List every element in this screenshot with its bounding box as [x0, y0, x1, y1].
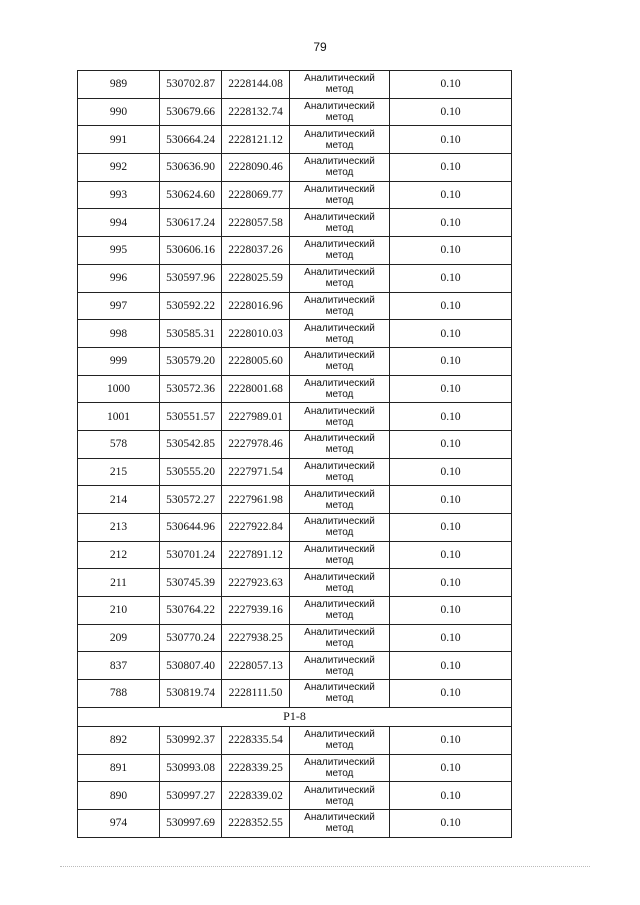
x-coordinate-cell: 530992.37	[160, 726, 222, 754]
y-coordinate-cell: 2228037.26	[222, 237, 290, 265]
point-number-cell: 890	[78, 782, 160, 810]
x-coordinate-cell: 530542.85	[160, 430, 222, 458]
accuracy-cell: 0.10	[390, 754, 512, 782]
footer-divider	[60, 866, 590, 868]
table-row	[78, 430, 512, 458]
accuracy-cell: 0.10	[390, 154, 512, 182]
y-coordinate-cell: 2228010.03	[222, 320, 290, 348]
point-number-cell: 974	[78, 809, 160, 837]
x-coordinate-cell: 530572.36	[160, 375, 222, 403]
point-number-cell: 210	[78, 597, 160, 625]
point-number-cell: 995	[78, 237, 160, 265]
method-cell: Аналитический метод	[290, 726, 390, 754]
point-number-cell: 989	[78, 71, 160, 99]
method-cell: Аналитический метод	[290, 98, 390, 126]
accuracy-cell: 0.10	[390, 569, 512, 597]
table-row	[78, 154, 512, 182]
point-number-cell: 215	[78, 458, 160, 486]
method-cell: Аналитический метод	[290, 652, 390, 680]
y-coordinate-cell: 2228090.46	[222, 154, 290, 182]
accuracy-cell: 0.10	[390, 680, 512, 708]
table-row	[78, 181, 512, 209]
table-row	[78, 292, 512, 320]
accuracy-cell: 0.10	[390, 347, 512, 375]
table-row	[78, 375, 512, 403]
method-cell: Аналитический метод	[290, 809, 390, 837]
y-coordinate-cell: 2228001.68	[222, 375, 290, 403]
point-number-cell: 891	[78, 754, 160, 782]
accuracy-cell: 0.10	[390, 652, 512, 680]
x-coordinate-cell: 530551.57	[160, 403, 222, 431]
x-coordinate-cell: 530819.74	[160, 680, 222, 708]
table-row	[78, 347, 512, 375]
point-number-cell: 788	[78, 680, 160, 708]
x-coordinate-cell: 530597.96	[160, 264, 222, 292]
accuracy-cell: 0.10	[390, 71, 512, 99]
y-coordinate-cell: 2227923.63	[222, 569, 290, 597]
table-row	[78, 624, 512, 652]
accuracy-cell: 0.10	[390, 320, 512, 348]
table-row	[78, 209, 512, 237]
method-cell: Аналитический метод	[290, 154, 390, 182]
point-number-cell: 990	[78, 98, 160, 126]
x-coordinate-cell: 530617.24	[160, 209, 222, 237]
point-number-cell: 994	[78, 209, 160, 237]
method-cell: Аналитический метод	[290, 624, 390, 652]
method-cell: Аналитический метод	[290, 597, 390, 625]
table-row	[78, 652, 512, 680]
x-coordinate-cell: 530579.20	[160, 347, 222, 375]
accuracy-cell: 0.10	[390, 486, 512, 514]
accuracy-cell: 0.10	[390, 292, 512, 320]
table-row	[78, 514, 512, 542]
method-cell: Аналитический метод	[290, 237, 390, 265]
point-number-cell: 991	[78, 126, 160, 154]
accuracy-cell: 0.10	[390, 98, 512, 126]
x-coordinate-cell: 530555.20	[160, 458, 222, 486]
point-number-cell: 578	[78, 430, 160, 458]
y-coordinate-cell: 2228069.77	[222, 181, 290, 209]
table-row	[78, 320, 512, 348]
point-number-cell: 209	[78, 624, 160, 652]
accuracy-cell: 0.10	[390, 541, 512, 569]
point-number-cell: 213	[78, 514, 160, 542]
table-row	[78, 486, 512, 514]
point-number-cell: 211	[78, 569, 160, 597]
y-coordinate-cell: 2227961.98	[222, 486, 290, 514]
method-cell: Аналитический метод	[290, 754, 390, 782]
accuracy-cell: 0.10	[390, 809, 512, 837]
accuracy-cell: 0.10	[390, 126, 512, 154]
y-coordinate-cell: 2227971.54	[222, 458, 290, 486]
table-row	[78, 726, 512, 754]
table-row	[78, 98, 512, 126]
accuracy-cell: 0.10	[390, 237, 512, 265]
table-row	[78, 809, 512, 837]
accuracy-cell: 0.10	[390, 726, 512, 754]
y-coordinate-cell: 2227939.16	[222, 597, 290, 625]
y-coordinate-cell: 2228132.74	[222, 98, 290, 126]
table-row	[78, 237, 512, 265]
table-row	[78, 403, 512, 431]
x-coordinate-cell: 530644.96	[160, 514, 222, 542]
y-coordinate-cell: 2228352.55	[222, 809, 290, 837]
coordinates-table	[77, 70, 512, 838]
table-row	[78, 597, 512, 625]
accuracy-cell: 0.10	[390, 403, 512, 431]
y-coordinate-cell: 2228144.08	[222, 71, 290, 99]
method-cell: Аналитический метод	[290, 320, 390, 348]
x-coordinate-cell: 530679.66	[160, 98, 222, 126]
point-number-cell: 1000	[78, 375, 160, 403]
y-coordinate-cell: 2228339.25	[222, 754, 290, 782]
table-row	[78, 541, 512, 569]
accuracy-cell: 0.10	[390, 782, 512, 810]
y-coordinate-cell: 2228057.58	[222, 209, 290, 237]
x-coordinate-cell: 530745.39	[160, 569, 222, 597]
x-coordinate-cell: 530585.31	[160, 320, 222, 348]
y-coordinate-cell: 2228057.13	[222, 652, 290, 680]
x-coordinate-cell: 530702.87	[160, 71, 222, 99]
point-number-cell: 998	[78, 320, 160, 348]
accuracy-cell: 0.10	[390, 264, 512, 292]
accuracy-cell: 0.10	[390, 430, 512, 458]
y-coordinate-cell: 2228005.60	[222, 347, 290, 375]
section-header-row	[78, 707, 512, 726]
x-coordinate-cell: 530664.24	[160, 126, 222, 154]
point-number-cell: 993	[78, 181, 160, 209]
method-cell: Аналитический метод	[290, 486, 390, 514]
method-cell: Аналитический метод	[290, 514, 390, 542]
method-cell: Аналитический метод	[290, 430, 390, 458]
method-cell: Аналитический метод	[290, 347, 390, 375]
x-coordinate-cell: 530606.16	[160, 237, 222, 265]
x-coordinate-cell: 530997.69	[160, 809, 222, 837]
method-cell: Аналитический метод	[290, 541, 390, 569]
table-row	[78, 782, 512, 810]
y-coordinate-cell: 2228121.12	[222, 126, 290, 154]
method-cell: Аналитический метод	[290, 71, 390, 99]
y-coordinate-cell: 2227978.46	[222, 430, 290, 458]
method-cell: Аналитический метод	[290, 264, 390, 292]
y-coordinate-cell: 2228111.50	[222, 680, 290, 708]
table-row	[78, 569, 512, 597]
coordinates-table-body	[78, 71, 512, 838]
accuracy-cell: 0.10	[390, 597, 512, 625]
method-cell: Аналитический метод	[290, 126, 390, 154]
table-row	[78, 680, 512, 708]
table-row	[78, 754, 512, 782]
point-number-cell: 1001	[78, 403, 160, 431]
point-number-cell: 892	[78, 726, 160, 754]
table-row	[78, 126, 512, 154]
method-cell: Аналитический метод	[290, 782, 390, 810]
method-cell: Аналитический метод	[290, 375, 390, 403]
method-cell: Аналитический метод	[290, 569, 390, 597]
x-coordinate-cell: 530764.22	[160, 597, 222, 625]
method-cell: Аналитический метод	[290, 209, 390, 237]
y-coordinate-cell: 2227989.01	[222, 403, 290, 431]
accuracy-cell: 0.10	[390, 458, 512, 486]
x-coordinate-cell: 530701.24	[160, 541, 222, 569]
point-number-cell: 996	[78, 264, 160, 292]
point-number-cell: 212	[78, 541, 160, 569]
point-number-cell: 999	[78, 347, 160, 375]
page-number: 79	[313, 40, 327, 54]
point-number-cell: 997	[78, 292, 160, 320]
y-coordinate-cell: 2228339.02	[222, 782, 290, 810]
point-number-cell: 214	[78, 486, 160, 514]
section-label: Р1-8	[78, 707, 512, 726]
method-cell: Аналитический метод	[290, 458, 390, 486]
accuracy-cell: 0.10	[390, 624, 512, 652]
x-coordinate-cell: 530993.08	[160, 754, 222, 782]
x-coordinate-cell: 530636.90	[160, 154, 222, 182]
y-coordinate-cell: 2227922.84	[222, 514, 290, 542]
accuracy-cell: 0.10	[390, 514, 512, 542]
method-cell: Аналитический метод	[290, 403, 390, 431]
table-row	[78, 71, 512, 99]
accuracy-cell: 0.10	[390, 209, 512, 237]
table-row	[78, 458, 512, 486]
accuracy-cell: 0.10	[390, 375, 512, 403]
x-coordinate-cell: 530807.40	[160, 652, 222, 680]
x-coordinate-cell: 530770.24	[160, 624, 222, 652]
x-coordinate-cell: 530624.60	[160, 181, 222, 209]
y-coordinate-cell: 2227891.12	[222, 541, 290, 569]
y-coordinate-cell: 2228335.54	[222, 726, 290, 754]
x-coordinate-cell: 530572.27	[160, 486, 222, 514]
point-number-cell: 837	[78, 652, 160, 680]
point-number-cell: 992	[78, 154, 160, 182]
method-cell: Аналитический метод	[290, 292, 390, 320]
method-cell: Аналитический метод	[290, 181, 390, 209]
accuracy-cell: 0.10	[390, 181, 512, 209]
y-coordinate-cell: 2228016.96	[222, 292, 290, 320]
y-coordinate-cell: 2227938.25	[222, 624, 290, 652]
table-row	[78, 264, 512, 292]
y-coordinate-cell: 2228025.59	[222, 264, 290, 292]
x-coordinate-cell: 530592.22	[160, 292, 222, 320]
x-coordinate-cell: 530997.27	[160, 782, 222, 810]
method-cell: Аналитический метод	[290, 680, 390, 708]
